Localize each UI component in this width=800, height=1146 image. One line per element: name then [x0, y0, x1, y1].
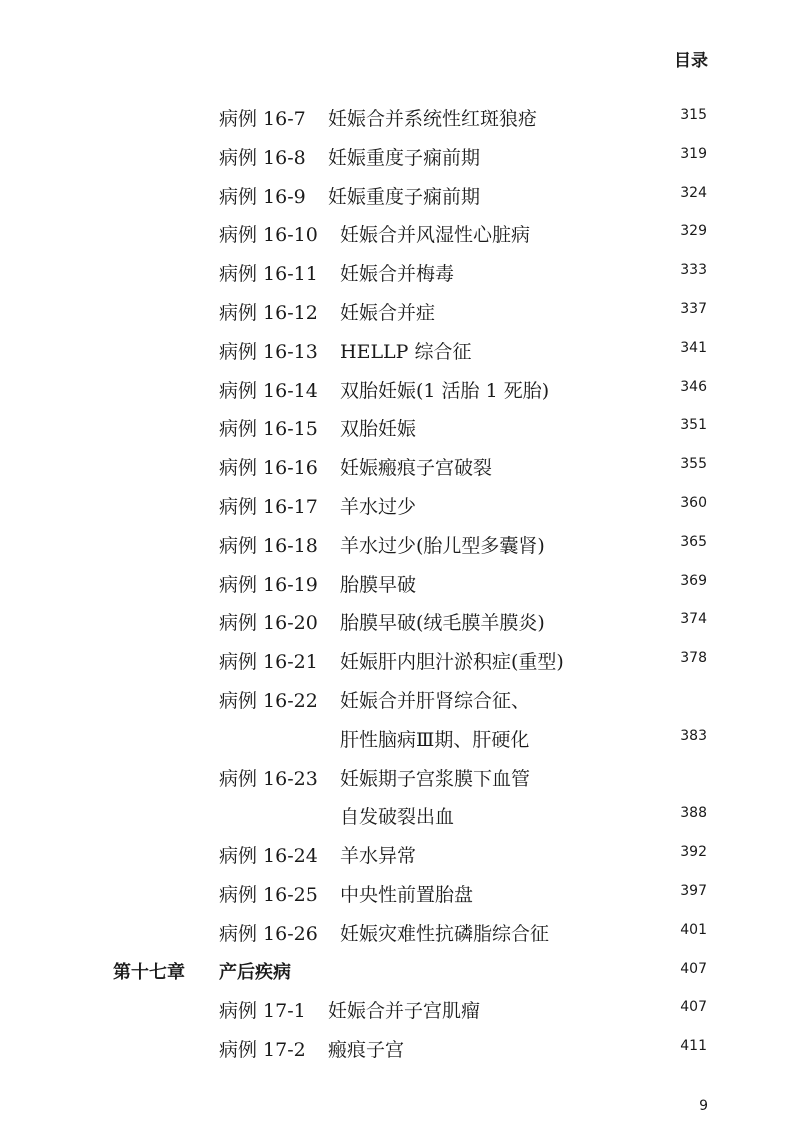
case-label: 病例 16-23 — [219, 767, 318, 790]
entry-title: 胎膜早破 — [340, 573, 417, 596]
case-label: 病例 16-15 — [219, 418, 318, 441]
running-header: 目录 — [674, 51, 708, 71]
toc-entry-row — [0, 794, 800, 833]
entry-title: 妊娠合并症 — [340, 301, 436, 324]
toc-entry-row — [0, 290, 800, 329]
toc-entry-row — [0, 329, 800, 368]
page-ref: 374 — [680, 611, 707, 628]
toc-entry-row — [0, 368, 800, 407]
page-ref: 324 — [680, 184, 707, 201]
case-label: 病例 16-20 — [219, 612, 318, 635]
case-label: 病例 16-26 — [219, 922, 318, 945]
page-ref: 337 — [680, 300, 707, 317]
entry-title: 妊娠重度子痫前期 — [328, 185, 481, 208]
case-label: 病例 16-9 — [219, 185, 306, 208]
page-ref: 378 — [680, 650, 707, 667]
toc-entry-row — [0, 600, 800, 639]
toc-entry-row — [0, 872, 800, 911]
case-label: 病例 16-17 — [219, 495, 318, 518]
toc-entry-row — [0, 833, 800, 872]
entry-title: 妊娠期子宫浆膜下血管 — [340, 767, 531, 790]
page-ref: 365 — [680, 533, 707, 550]
entry-title: 肝性脑病Ⅲ期、肝硬化 — [340, 728, 530, 751]
case-label: 病例 17-2 — [219, 1039, 306, 1062]
toc-entry-row — [0, 562, 800, 601]
table-of-contents — [0, 96, 800, 1066]
case-label: 病例 16-14 — [219, 379, 318, 402]
entry-title: 自发破裂出血 — [340, 806, 455, 829]
page-ref: 360 — [680, 494, 707, 511]
entry-title: 妊娠合并风湿性心脏病 — [340, 224, 531, 247]
entry-title: 妊娠肝内胆汁淤积症(重型) — [340, 651, 564, 674]
toc-entry-row — [0, 678, 800, 717]
toc-chapter-row — [0, 950, 800, 989]
toc-entry-row — [0, 639, 800, 678]
page-ref: 383 — [680, 727, 707, 744]
page-ref: 346 — [680, 378, 707, 395]
case-label: 病例 16-21 — [219, 651, 318, 674]
case-label: 病例 16-12 — [219, 301, 318, 324]
entry-title: 妊娠合并肝肾综合征、 — [340, 689, 531, 712]
case-label: 病例 16-10 — [219, 224, 318, 247]
toc-entry-row — [0, 406, 800, 445]
chapter-title: 产后疾病 — [219, 961, 291, 983]
toc-entry-row — [0, 1027, 800, 1066]
entry-title: 羊水过少 — [340, 495, 417, 518]
page-ref: 355 — [680, 456, 707, 473]
page-number: 9 — [699, 1098, 708, 1114]
page-ref: 315 — [680, 107, 707, 123]
case-label: 病例 17-1 — [219, 1000, 306, 1023]
page-ref: 401 — [680, 921, 707, 938]
case-label: 病例 16-8 — [219, 146, 306, 169]
case-label: 病例 16-18 — [219, 534, 318, 557]
toc-entry-row — [0, 717, 800, 756]
page-ref: 388 — [680, 805, 707, 822]
entry-title: 瘢痕子宫 — [328, 1039, 405, 1062]
entry-title: 胎膜早破(绒毛膜羊膜炎) — [340, 612, 545, 635]
page-ref: 351 — [680, 417, 707, 434]
entry-title: 妊娠灾难性抗磷脂综合征 — [340, 922, 550, 945]
page-ref: 407 — [680, 960, 707, 977]
page-ref: 341 — [680, 339, 707, 356]
toc-entry-row — [0, 988, 800, 1027]
entry-title: HELLP 综合征 — [340, 340, 472, 363]
toc-entry-row — [0, 251, 800, 290]
toc-entry-row — [0, 174, 800, 213]
case-label: 病例 16-7 — [219, 108, 306, 130]
toc-entry-row — [0, 212, 800, 251]
toc-entry-row — [0, 484, 800, 523]
page-ref: 333 — [680, 262, 707, 279]
toc-entry-row — [0, 756, 800, 795]
page-ref: 397 — [680, 882, 707, 899]
toc-entry-row — [0, 523, 800, 562]
toc-entry-row — [0, 135, 800, 174]
toc-entry-row — [0, 96, 800, 135]
case-label: 病例 16-25 — [219, 883, 318, 906]
page-ref: 319 — [680, 145, 707, 162]
entry-title: 妊娠合并子宫肌瘤 — [328, 1000, 481, 1023]
case-label: 病例 16-13 — [219, 340, 318, 363]
page-ref: 329 — [680, 223, 707, 240]
entry-title: 妊娠合并系统性红斑狼疮 — [328, 108, 538, 130]
page-ref: 392 — [680, 844, 707, 861]
case-label: 病例 16-22 — [219, 689, 318, 712]
toc-entry-row — [0, 911, 800, 950]
entry-title: 羊水异常 — [340, 845, 417, 868]
entry-title: 妊娠瘢痕子宫破裂 — [340, 457, 493, 480]
toc-entry-row — [0, 445, 800, 484]
entry-title: 羊水过少(胎儿型多囊肾) — [340, 534, 545, 557]
entry-title: 中央性前置胎盘 — [340, 883, 474, 906]
case-label: 病例 16-19 — [219, 573, 318, 596]
page-ref: 407 — [680, 999, 707, 1016]
chapter-label: 第十七章 — [113, 961, 185, 983]
entry-title: 妊娠重度子痫前期 — [328, 146, 481, 169]
case-label: 病例 16-24 — [219, 845, 318, 868]
entry-title: 双胎妊娠(1 活胎 1 死胎) — [340, 379, 550, 402]
case-label: 病例 16-11 — [219, 263, 318, 286]
page-ref: 411 — [680, 1038, 707, 1055]
entry-title: 妊娠合并梅毒 — [340, 263, 455, 286]
case-label: 病例 16-16 — [219, 457, 318, 480]
page-ref: 369 — [680, 572, 707, 589]
entry-title: 双胎妊娠 — [340, 418, 417, 441]
